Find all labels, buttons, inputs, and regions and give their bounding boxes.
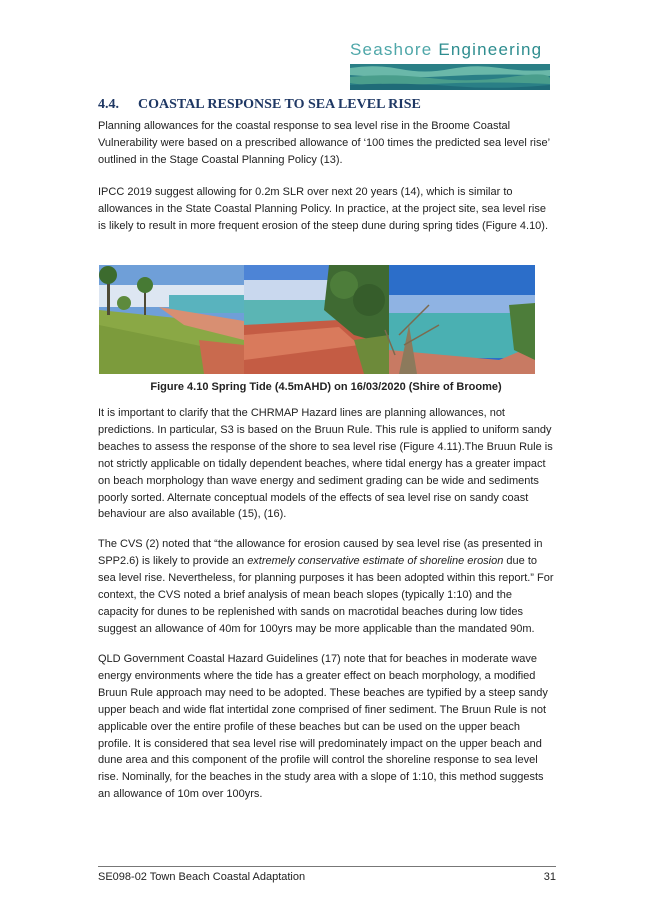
section-title: COASTAL RESPONSE TO SEA LEVEL RISE xyxy=(138,97,421,112)
footer-page-number: 31 xyxy=(543,871,556,883)
seashore-engineering-logo xyxy=(350,40,550,90)
logo-wordmark xyxy=(350,40,550,60)
footer-document-title: SE098-02 Town Beach Coastal Adaptation xyxy=(98,871,306,883)
paragraph-cvs-note xyxy=(98,536,554,637)
cvs-text-part-1: The CVS (2) noted that “the allowance for erosion caused by sea level rise (as presented in SPP2.6) is likely to provide an xyxy=(98,538,543,567)
spring-tide-photo-strip xyxy=(99,265,535,374)
section-heading xyxy=(98,97,558,113)
cvs-text-part-2: due to sea level rise. Nevertheless, for planning purposes it has been adopted within this report.” For context, the CVS noted a brief analysis of mean beach slopes (typically 1:10) and the capacity for dunes to be replenished with sands on macrotidal beaches during low tides suggest an allowance of 40m for 100yrs may be more applicable than the mandated 90m. xyxy=(98,554,554,635)
paragraph-chrmap-bruun-rule: It is important to clarify that the CHRMAP Hazard lines are planning allowances, not predictions. In particular, S3 is based on the Bruun Rule. This rule is applied to uniform sandy beaches to assess the response of the shore to sea level rise (Figure 4.11).The Bruun Rule is not strictly applicable on tidally dependent beaches, where tidal energy has a greater impact on beach morphology than wave energy and sediment grading can be wide and sediments poorly sorted. Alternate conceptual models of the effects of sea level rise on sandy coast behaviour are also available (15), (16). xyxy=(98,407,553,521)
photo-turquoise-water xyxy=(385,265,535,374)
section-number: 4.4. xyxy=(98,97,119,112)
cvs-emphasis: extremely conservative estimate of shoreline erosion xyxy=(247,554,504,567)
figure-caption: Figure 4.10 Spring Tide (4.5mAHD) on 16/03/2020 (Shire of Broome) xyxy=(150,381,502,393)
paragraph-planning-allowances: Planning allowances for the coastal response to sea level rise in the Broome Coastal Vulnerability were based on a prescribed allowance of ‘100 times the predicted sea level rise’ outlined in the Stage Coastal Planning Policy (13). xyxy=(98,120,550,166)
paragraph-qld-guidelines: QLD Government Coastal Hazard Guidelines (17) note that for beaches in moderate wave energy environments where the tide has a greater effect on beach morphology, a modified Bruun Rule approach may need to be adopted. These beaches are typified by a steep sandy upper beach and wide flat intertidal zone comprised of finer sediment. The Bruun Rule is not applicable over the entire profile of these beaches but can be used on the upper beach profile. It is considered that sea level rise will predominately impact on the upper beach and dune area and this component of the profile will control the shoreline response to sea level rise. Nominally, for the beaches in the study area with a slope of 1:10, this method suggests an allowance of 10m over 100yrs. xyxy=(98,653,548,801)
paragraph-ipcc-2019: IPCC 2019 suggest allowing for 0.2m SLR over next 20 years (14), which is similar to allowances in the State Coastal Planning Policy. In practice, at the project site, sea level rise is likely to result in more frequent erosion of the steep dune during spring tides (Figure 4.10). xyxy=(98,186,549,232)
photo-red-sand-beach xyxy=(244,265,389,374)
footer-divider xyxy=(98,866,556,867)
logo-word-seashore: Seashore xyxy=(350,40,433,59)
logo-word-engineering: Engineering xyxy=(438,40,543,59)
logo-wave-graphic xyxy=(350,64,550,90)
photo-grassy-dune xyxy=(99,265,244,374)
